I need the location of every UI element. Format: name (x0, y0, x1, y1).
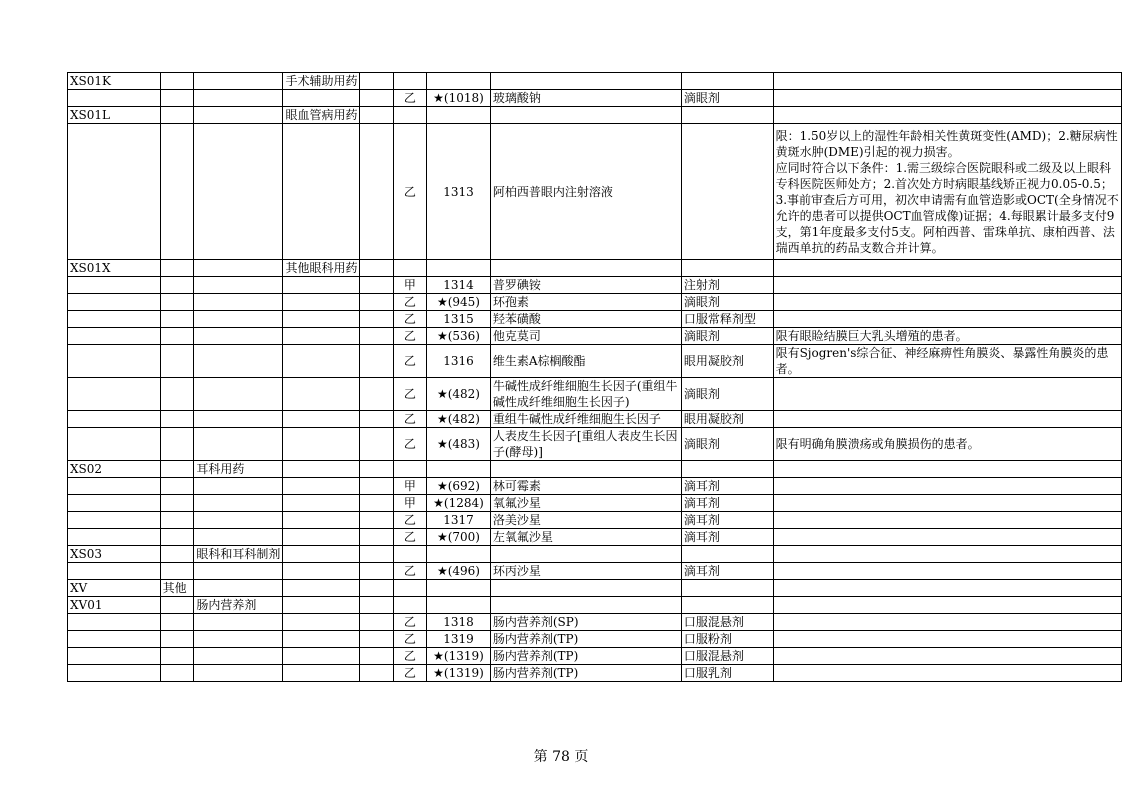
empty-cell (160, 546, 194, 563)
drug-remark: 限有明确角膜溃疡或角膜损伤的患者。 (773, 428, 1121, 461)
empty-cell (360, 277, 393, 294)
empty-cell (194, 294, 283, 311)
empty-cell (283, 597, 360, 614)
empty-cell (360, 614, 393, 631)
empty-cell (681, 580, 773, 597)
empty-cell (68, 378, 161, 411)
empty-cell (160, 260, 194, 277)
drug-grade: 乙 (393, 428, 427, 461)
empty-cell (68, 495, 161, 512)
drug-number: 1316 (427, 345, 491, 378)
empty-cell (360, 665, 393, 682)
empty-cell (360, 124, 393, 260)
empty-cell (427, 580, 491, 597)
drug-row (68, 428, 1122, 461)
drug-grade: 乙 (393, 614, 427, 631)
empty-cell (160, 597, 194, 614)
drug-grade: 乙 (393, 529, 427, 546)
category-name: 其他眼科用药 (283, 260, 360, 277)
empty-cell (68, 311, 161, 328)
category-row (68, 73, 1122, 90)
drug-grade: 乙 (393, 378, 427, 411)
empty-cell (681, 260, 773, 277)
category-row (68, 260, 1122, 277)
empty-cell (681, 73, 773, 90)
empty-cell (393, 580, 427, 597)
empty-cell (393, 461, 427, 478)
empty-cell (160, 345, 194, 378)
empty-cell (283, 512, 360, 529)
drug-name: 肠内营养剂(TP) (490, 631, 681, 648)
empty-cell (160, 631, 194, 648)
empty-cell (360, 90, 393, 107)
drug-remark (773, 311, 1121, 328)
drug-row (68, 328, 1122, 345)
drug-name: 林可霉素 (490, 478, 681, 495)
empty-cell (283, 277, 360, 294)
drug-name: 环孢素 (490, 294, 681, 311)
empty-cell (393, 73, 427, 90)
drug-form: 滴耳剂 (681, 495, 773, 512)
empty-cell (427, 107, 491, 124)
drug-remark (773, 277, 1121, 294)
category-row (68, 546, 1122, 563)
drug-form: 滴耳剂 (681, 563, 773, 580)
drug-remark (773, 495, 1121, 512)
empty-cell (283, 428, 360, 461)
drug-row (68, 614, 1122, 631)
drug-number: ★(1018) (427, 90, 491, 107)
empty-cell (283, 461, 360, 478)
empty-cell (427, 73, 491, 90)
empty-cell (194, 311, 283, 328)
empty-cell (490, 461, 681, 478)
drug-number: ★(483) (427, 428, 491, 461)
empty-cell (490, 546, 681, 563)
empty-cell (160, 563, 194, 580)
drug-row (68, 378, 1122, 411)
drug-grade: 乙 (393, 124, 427, 260)
empty-cell (360, 107, 393, 124)
empty-cell (194, 648, 283, 665)
empty-cell (773, 580, 1121, 597)
empty-cell (283, 614, 360, 631)
drug-grade: 乙 (393, 90, 427, 107)
empty-cell (160, 648, 194, 665)
empty-cell (681, 546, 773, 563)
category-name: 其他 (160, 580, 194, 597)
drug-name: 玻璃酸钠 (490, 90, 681, 107)
drug-form: 滴眼剂 (681, 328, 773, 345)
empty-cell (68, 277, 161, 294)
category-code: XS03 (68, 546, 161, 563)
drug-grade: 乙 (393, 563, 427, 580)
empty-cell (283, 648, 360, 665)
empty-cell (160, 378, 194, 411)
empty-cell (360, 428, 393, 461)
drug-remark (773, 478, 1121, 495)
drug-remark (773, 529, 1121, 546)
drug-grade: 甲 (393, 478, 427, 495)
empty-cell (194, 73, 283, 90)
drug-name: 肠内营养剂(TP) (490, 648, 681, 665)
drug-catalog-body (68, 73, 1122, 682)
drug-number: 1317 (427, 512, 491, 529)
drug-name: 洛美沙星 (490, 512, 681, 529)
drug-name: 羟苯磺酸 (490, 311, 681, 328)
empty-cell (68, 428, 161, 461)
empty-cell (283, 631, 360, 648)
drug-row (68, 631, 1122, 648)
drug-remark (773, 512, 1121, 529)
empty-cell (283, 311, 360, 328)
drug-number: 1319 (427, 631, 491, 648)
drug-form: 滴眼剂 (681, 294, 773, 311)
empty-cell (68, 512, 161, 529)
empty-cell (68, 648, 161, 665)
empty-cell (194, 277, 283, 294)
empty-cell (194, 90, 283, 107)
drug-remark: 限：1.50岁以上的湿性年龄相关性黄斑变性(AMD)；2.糖尿病性黄斑水肿(DME)引起的视力损害。 应同时符合以下条件：1.需三级综合医院眼科或二级及以上眼科专科医院医师处方；2.首次处方时病眼基线矫正视力0.05-0.5；3.事前审查后方可用，初次申请需有血管造影或OCT(全身情况不允许的患者可以提供OCT血管成像)证据；4.每眼累计最多支付9支，第1年度最多支付5支。阿柏西普、雷珠单抗、康柏西普、法瑞西单抗的药品支数合并计算。 (773, 124, 1121, 260)
drug-form: 眼用凝胶剂 (681, 345, 773, 378)
empty-cell (681, 597, 773, 614)
category-code: XS01K (68, 73, 161, 90)
drug-row (68, 124, 1122, 260)
empty-cell (393, 260, 427, 277)
category-code: XS02 (68, 461, 161, 478)
category-code: XV01 (68, 597, 161, 614)
drug-form: 口服乳剂 (681, 665, 773, 682)
drug-grade: 乙 (393, 345, 427, 378)
drug-form: 口服混悬剂 (681, 614, 773, 631)
empty-cell (160, 614, 194, 631)
drug-row (68, 529, 1122, 546)
drug-number: ★(482) (427, 411, 491, 428)
drug-name: 环丙沙星 (490, 563, 681, 580)
empty-cell (490, 73, 681, 90)
empty-cell (283, 378, 360, 411)
empty-cell (160, 512, 194, 529)
empty-cell (490, 597, 681, 614)
empty-cell (283, 411, 360, 428)
empty-cell (160, 461, 194, 478)
empty-cell (68, 631, 161, 648)
drug-form: 注射剂 (681, 277, 773, 294)
drug-form (681, 124, 773, 260)
drug-form: 眼用凝胶剂 (681, 411, 773, 428)
empty-cell (283, 495, 360, 512)
empty-cell (194, 529, 283, 546)
empty-cell (160, 124, 194, 260)
drug-form: 口服常释剂型 (681, 311, 773, 328)
category-name: 眼血管病用药 (283, 107, 360, 124)
empty-cell (283, 345, 360, 378)
empty-cell (490, 580, 681, 597)
drug-remark (773, 631, 1121, 648)
drug-number: 1313 (427, 124, 491, 260)
empty-cell (194, 411, 283, 428)
empty-cell (194, 378, 283, 411)
drug-grade: 乙 (393, 665, 427, 682)
category-row (68, 580, 1122, 597)
empty-cell (194, 580, 283, 597)
category-code: XS01L (68, 107, 161, 124)
empty-cell (360, 73, 393, 90)
empty-cell (360, 546, 393, 563)
drug-name: 普罗碘铵 (490, 277, 681, 294)
drug-remark (773, 665, 1121, 682)
category-code: XV (68, 580, 161, 597)
empty-cell (68, 294, 161, 311)
drug-grade: 乙 (393, 311, 427, 328)
drug-grade: 甲 (393, 277, 427, 294)
empty-cell (360, 260, 393, 277)
drug-form: 口服粉剂 (681, 631, 773, 648)
drug-row (68, 411, 1122, 428)
drug-grade: 乙 (393, 631, 427, 648)
empty-cell (194, 495, 283, 512)
drug-form: 滴耳剂 (681, 512, 773, 529)
empty-cell (194, 631, 283, 648)
empty-cell (160, 428, 194, 461)
drug-name: 维生素A棕榈酸酯 (490, 345, 681, 378)
empty-cell (360, 529, 393, 546)
drug-catalog-table (67, 72, 1122, 682)
drug-row (68, 512, 1122, 529)
category-row (68, 597, 1122, 614)
drug-row (68, 648, 1122, 665)
empty-cell (160, 665, 194, 682)
empty-cell (68, 90, 161, 107)
drug-name: 肠内营养剂(TP) (490, 665, 681, 682)
empty-cell (360, 563, 393, 580)
empty-cell (360, 648, 393, 665)
empty-cell (68, 529, 161, 546)
drug-name: 他克莫司 (490, 328, 681, 345)
drug-name: 人表皮生长因子[重组人表皮生长因子(酵母)] (490, 428, 681, 461)
empty-cell (194, 665, 283, 682)
empty-cell (194, 563, 283, 580)
drug-grade: 乙 (393, 328, 427, 345)
empty-cell (194, 614, 283, 631)
empty-cell (68, 328, 161, 345)
empty-cell (194, 345, 283, 378)
empty-cell (773, 461, 1121, 478)
drug-number: ★(700) (427, 529, 491, 546)
empty-cell (283, 580, 360, 597)
empty-cell (194, 328, 283, 345)
drug-form: 滴眼剂 (681, 428, 773, 461)
empty-cell (773, 73, 1121, 90)
empty-cell (160, 411, 194, 428)
empty-cell (773, 597, 1121, 614)
drug-grade: 乙 (393, 512, 427, 529)
empty-cell (773, 260, 1121, 277)
category-name: 耳科用药 (194, 461, 283, 478)
drug-number: ★(1319) (427, 648, 491, 665)
empty-cell (360, 478, 393, 495)
empty-cell (360, 328, 393, 345)
empty-cell (283, 294, 360, 311)
empty-cell (160, 107, 194, 124)
empty-cell (194, 428, 283, 461)
empty-cell (360, 294, 393, 311)
drug-remark (773, 294, 1121, 311)
empty-cell (68, 411, 161, 428)
drug-form: 滴眼剂 (681, 90, 773, 107)
empty-cell (160, 328, 194, 345)
empty-cell (393, 597, 427, 614)
drug-number: ★(496) (427, 563, 491, 580)
empty-cell (360, 311, 393, 328)
drug-remark: 限有Sjogren's综合征、神经麻痹性角膜炎、暴露性角膜炎的患者。 (773, 345, 1121, 378)
drug-number: 1315 (427, 311, 491, 328)
empty-cell (68, 665, 161, 682)
empty-cell (283, 90, 360, 107)
empty-cell (360, 580, 393, 597)
empty-cell (360, 597, 393, 614)
empty-cell (68, 345, 161, 378)
empty-cell (160, 294, 194, 311)
drug-name: 肠内营养剂(SP) (490, 614, 681, 631)
empty-cell (194, 124, 283, 260)
category-name: 手术辅助用药 (283, 73, 360, 90)
empty-cell (360, 411, 393, 428)
drug-form: 滴耳剂 (681, 529, 773, 546)
drug-number: 1318 (427, 614, 491, 631)
empty-cell (393, 546, 427, 563)
empty-cell (68, 478, 161, 495)
drug-row (68, 90, 1122, 107)
empty-cell (360, 512, 393, 529)
empty-cell (194, 478, 283, 495)
category-row (68, 461, 1122, 478)
drug-number: ★(1284) (427, 495, 491, 512)
drug-row (68, 665, 1122, 682)
empty-cell (427, 546, 491, 563)
category-row (68, 107, 1122, 124)
empty-cell (283, 328, 360, 345)
drug-name: 左氧氟沙星 (490, 529, 681, 546)
drug-row (68, 294, 1122, 311)
empty-cell (160, 73, 194, 90)
empty-cell (283, 546, 360, 563)
empty-cell (360, 631, 393, 648)
drug-grade: 乙 (393, 411, 427, 428)
empty-cell (160, 90, 194, 107)
drug-grade: 甲 (393, 495, 427, 512)
drug-row (68, 345, 1122, 378)
drug-remark (773, 614, 1121, 631)
drug-name: 重组牛碱性成纤维细胞生长因子 (490, 411, 681, 428)
empty-cell (68, 563, 161, 580)
empty-cell (194, 260, 283, 277)
empty-cell (681, 107, 773, 124)
category-name: 眼科和耳科制剂 (194, 546, 283, 563)
empty-cell (360, 461, 393, 478)
drug-name: 阿柏西普眼内注射溶液 (490, 124, 681, 260)
empty-cell (773, 107, 1121, 124)
empty-cell (283, 665, 360, 682)
drug-grade: 乙 (393, 648, 427, 665)
drug-remark (773, 411, 1121, 428)
drug-form: 滴耳剂 (681, 478, 773, 495)
empty-cell (160, 311, 194, 328)
drug-remark (773, 378, 1121, 411)
empty-cell (393, 107, 427, 124)
empty-cell (68, 124, 161, 260)
empty-cell (360, 378, 393, 411)
empty-cell (283, 124, 360, 260)
drug-form: 口服混悬剂 (681, 648, 773, 665)
drug-name: 氧氟沙星 (490, 495, 681, 512)
empty-cell (160, 529, 194, 546)
empty-cell (427, 260, 491, 277)
drug-number: 1314 (427, 277, 491, 294)
category-code: XS01X (68, 260, 161, 277)
empty-cell (360, 345, 393, 378)
empty-cell (773, 546, 1121, 563)
empty-cell (360, 495, 393, 512)
drug-number: ★(1319) (427, 665, 491, 682)
empty-cell (283, 478, 360, 495)
drug-remark (773, 563, 1121, 580)
drug-number: ★(692) (427, 478, 491, 495)
drug-name: 牛碱性成纤维细胞生长因子(重组牛碱性成纤维细胞生长因子) (490, 378, 681, 411)
drug-form: 滴眼剂 (681, 378, 773, 411)
drug-grade: 乙 (393, 294, 427, 311)
page-number: 第 78 页 (533, 749, 589, 765)
empty-cell (681, 461, 773, 478)
drug-number: ★(945) (427, 294, 491, 311)
empty-cell (194, 512, 283, 529)
empty-cell (427, 461, 491, 478)
empty-cell (490, 107, 681, 124)
drug-row (68, 277, 1122, 294)
drug-remark (773, 648, 1121, 665)
empty-cell (160, 277, 194, 294)
category-name: 肠内营养剂 (194, 597, 283, 614)
drug-row (68, 563, 1122, 580)
drug-row (68, 478, 1122, 495)
drug-row (68, 311, 1122, 328)
empty-cell (490, 260, 681, 277)
empty-cell (427, 597, 491, 614)
drug-remark: 限有眼睑结膜巨大乳头增殖的患者。 (773, 328, 1121, 345)
empty-cell (283, 563, 360, 580)
drug-row (68, 495, 1122, 512)
empty-cell (283, 529, 360, 546)
drug-remark (773, 90, 1121, 107)
empty-cell (160, 478, 194, 495)
drug-number: ★(482) (427, 378, 491, 411)
empty-cell (160, 495, 194, 512)
empty-cell (68, 614, 161, 631)
drug-number: ★(536) (427, 328, 491, 345)
empty-cell (194, 107, 283, 124)
